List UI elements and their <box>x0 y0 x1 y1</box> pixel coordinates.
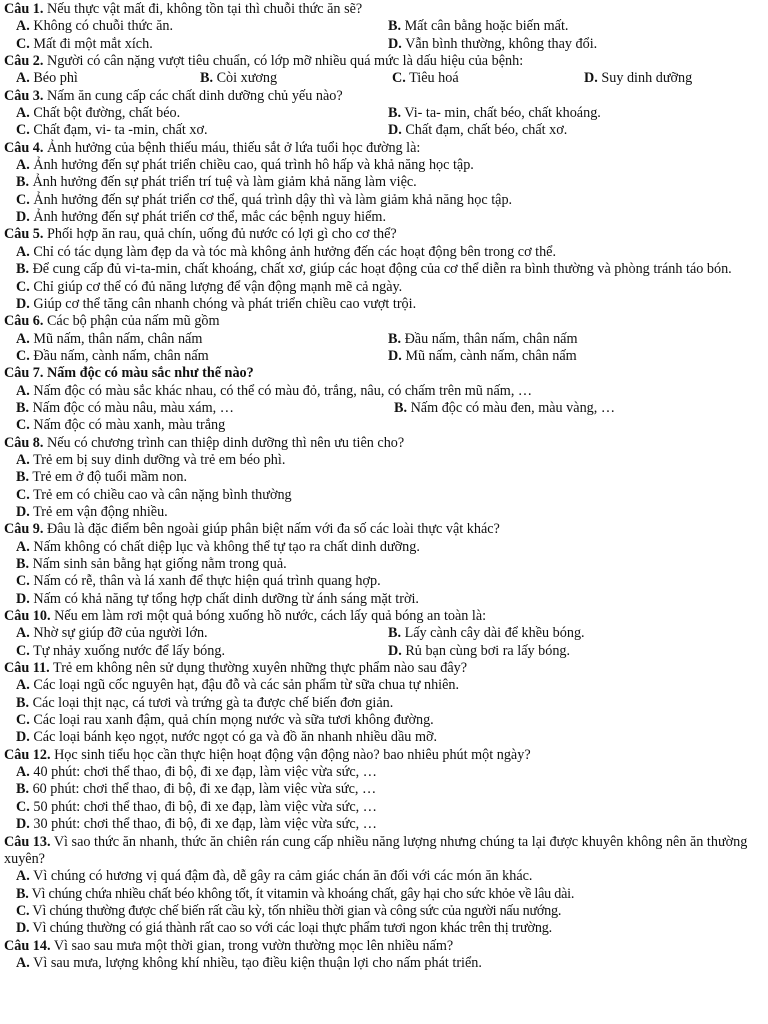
answer-option-b: B. Trẻ em ở độ tuổi mầm non. <box>16 469 188 486</box>
question-label: Câu 6. <box>4 313 44 330</box>
question-text: Nếu em làm rơi một quả bóng xuống hồ nước, cách lấy quả bóng an toàn là: <box>54 608 487 625</box>
question-label: Câu 4. <box>4 139 44 156</box>
answer-option-b: B. Để cung cấp đủ vi-ta-min, chất khoáng, chất xơ, giúp các hoạt động của cơ thể diễn ra bình thường và phòng tránh táo bón. <box>16 261 732 278</box>
question-text: Ảnh hưởng của bệnh thiếu máu, thiếu sắt ở lứa tuổi học đường là: <box>46 139 421 156</box>
question-text: Học sinh tiểu học cần thực hiện hoạt động vận động nào? bao nhiêu phút một ngày? <box>54 746 531 763</box>
question-10 <box>4 608 762 660</box>
question-text: Nếu có chương trình can thiệp dinh dưỡng thì nên ưu tiên cho? <box>46 434 405 451</box>
answer-option-d: D. Giúp cơ thể tăng cân nhanh chóng và phát triển chiều cao vượt trội. <box>16 295 417 312</box>
question-6 <box>4 313 762 365</box>
answer-option-d: D. Ảnh hưởng đến sự phát triển cơ thể, mắc các bệnh nguy hiểm. <box>16 209 387 226</box>
answer-option-c: C. Đầu nấm, cành nấm, chân nấm <box>16 347 209 364</box>
answer-option-d: D. 30 phút: chơi thể thao, đi bộ, đi xe đạp, làm việc vừa sức, … <box>16 816 377 833</box>
question-text: Vì sao thức ăn nhanh, thức ăn chiên rán cung cấp nhiều năng lượng nhưng chúng ta lại được khuyên không nên ăn thường xuyên? <box>4 833 748 867</box>
question-label: Câu 11. <box>4 660 50 677</box>
answer-option-a: A. Ảnh hưởng đến sự phát triển chiều cao, quá trình hô hấp và khả năng học tập. <box>16 157 474 174</box>
answer-option-b: B. Nấm độc có màu nâu, màu xám, … <box>16 399 234 416</box>
answer-option-b: B. Còi xương <box>200 70 278 87</box>
answer-option-a: A. Các loại ngũ cốc nguyên hạt, đậu đỗ và các sản phẩm từ sữa chua tự nhiên. <box>16 677 460 694</box>
answer-option-c: C. Chỉ giúp cơ thể có đủ năng lượng để vận động mạnh mẽ cả ngày. <box>16 278 403 295</box>
question-label: Câu 10. <box>4 608 51 625</box>
answer-option-c: C. Ảnh hưởng đến sự phát triển cơ thể, quá trình dậy thì và làm giảm khả năng học tập. <box>16 191 513 208</box>
question-9 <box>4 521 762 608</box>
answer-option-a: A. Nhờ sự giúp đỡ của người lớn. <box>16 625 208 642</box>
question-1 <box>4 1 762 53</box>
answer-option-a: A. Vì sau mưa, lượng không khí nhiều, tạo điều kiện thuận lợi cho nấm phát triển. <box>16 954 482 971</box>
answer-option-a: A. Mũ nấm, thân nấm, chân nấm <box>16 330 203 347</box>
answer-option-b-duplicate: B. Nấm độc có màu đen, màu vàng, … <box>394 399 616 416</box>
question-14 <box>4 938 762 973</box>
question-13 <box>4 834 762 938</box>
answer-option-a: A. Không có chuỗi thức ăn. <box>16 18 174 35</box>
answer-option-a: A. 40 phút: chơi thể thao, đi bộ, đi xe đạp, làm việc vừa sức, … <box>16 764 377 781</box>
answer-option-d: D. Vẫn bình thường, không thay đổi. <box>388 35 598 52</box>
question-label: Câu 14. <box>4 937 51 954</box>
answer-option-c: C. Chất đạm, vi- ta -min, chất xơ. <box>16 122 208 139</box>
answer-option-d: D. Chất đạm, chất béo, chất xơ. <box>388 122 568 139</box>
answer-option-c: C. Nấm có rễ, thân và lá xanh để thực hiện quá trình quang hợp. <box>16 573 381 590</box>
answer-option-a: A. Trẻ em bị suy dinh dưỡng và trẻ em béo phì. <box>16 451 286 468</box>
question-text: Phối hợp ăn rau, quả chín, uống đủ nước có lợi gì cho cơ thể? <box>46 226 397 243</box>
question-label: Câu 7. <box>4 365 44 382</box>
question-text: Nấm độc có màu sắc như thế nào? <box>46 365 254 382</box>
answer-option-b: B. Các loại thịt nạc, cá tươi và trứng gà ta được chế biến đơn giản. <box>16 694 394 711</box>
question-label: Câu 5. <box>4 226 44 243</box>
answer-option-d: D. Rủ bạn cùng bơi ra lấy bóng. <box>388 642 571 659</box>
question-text: Người có cân nặng vượt tiêu chuẩn, có lớp mỡ nhiều quá mức là dấu hiệu của bệnh: <box>46 53 524 70</box>
question-label: Câu 1. <box>4 1 44 17</box>
answer-option-c: C. Các loại rau xanh đậm, quả chín mọng nước và sữa tươi không đường. <box>16 712 434 729</box>
answer-option-d: D. Nấm có khả năng tự tổng hợp chất dinh dưỡng từ ánh sáng mặt trời. <box>16 590 419 607</box>
question-7 <box>4 365 762 434</box>
question-3 <box>4 88 762 140</box>
answer-option-a: A. Chất bột đường, chất béo. <box>16 105 181 122</box>
answer-option-b: B. Vi- ta- min, chất béo, chất khoáng. <box>388 105 601 122</box>
question-5 <box>4 226 762 313</box>
answer-option-b: B. 60 phút: chơi thể thao, đi bộ, đi xe đạp, làm việc vừa sức, … <box>16 781 377 798</box>
answer-option-c: C. Tiêu hoá <box>392 70 459 87</box>
answer-option-b: B. Lấy cành cây dài để khều bóng. <box>388 625 585 642</box>
question-label: Câu 2. <box>4 53 44 70</box>
question-label: Câu 9. <box>4 521 44 538</box>
answer-option-d: D. Suy dinh dưỡng <box>584 70 693 87</box>
question-11 <box>4 660 762 747</box>
question-label: Câu 8. <box>4 434 44 451</box>
question-text: Nấm ăn cung cấp các chất dinh dưỡng chủ yếu nào? <box>46 87 343 104</box>
question-label: Câu 3. <box>4 87 44 104</box>
question-label: Câu 12. <box>4 746 51 763</box>
question-4 <box>4 140 762 227</box>
answer-option-b: B. Ảnh hưởng đến sự phát triển trí tuệ và làm giảm khả năng làm việc. <box>16 174 417 191</box>
answer-option-a: A. Chỉ có tác dụng làm đẹp da và tóc mà không ảnh hưởng đến các hoạt động bên trong cơ thể. <box>16 243 557 260</box>
answer-option-c: C. 50 phút: chơi thể thao, đi bộ, đi xe đạp, làm việc vừa sức, … <box>16 798 377 815</box>
question-12 <box>4 747 762 834</box>
question-text: Trẻ em không nên sử dụng thường xuyên những thực phẩm nào sau đây? <box>53 660 468 677</box>
answer-option-b: B. Vì chúng chứa nhiều chất béo không tốt, ít vitamin và khoáng chất, gây hại cho sức khỏe về lâu dài. <box>16 885 575 902</box>
answer-option-a: A. Nấm độc có màu sắc khác nhau, có thể có màu đỏ, trắng, nâu, có chấm trên mũ nấm, … <box>16 382 533 399</box>
question-text: Các bộ phận của nấm mũ gồm <box>46 313 220 330</box>
answer-option-b: B. Mất cân bằng hoặc biến mất. <box>388 18 569 35</box>
answer-option-b: B. Nấm sinh sản bằng hạt giống nằm trong quả. <box>16 556 287 572</box>
answer-option-a: A. Béo phì <box>16 70 78 87</box>
question-8 <box>4 435 762 522</box>
answer-option-c: C. Vì chúng thường được chế biến rất cầu kỳ, tốn nhiều thời gian và công sức của người nấu nướng. <box>16 902 562 919</box>
question-text: Nếu thực vật mất đi, không tồn tại thì chuỗi thức ăn sẽ? <box>46 1 363 17</box>
answer-option-c: C. Tự nhảy xuống nước để lấy bóng. <box>16 642 226 659</box>
answer-option-b: B. Đầu nấm, thân nấm, chân nấm <box>388 330 578 347</box>
answer-option-a: A. Vì chúng có hương vị quá đậm đà, dễ gây ra cảm giác chán ăn đối với các món ăn khác. <box>16 868 533 885</box>
question-text: Đâu là đặc điểm bên ngoài giúp phân biệt nấm với đa số các loài thực vật khác? <box>46 521 500 538</box>
answer-option-c: C. Nấm độc có màu xanh, màu trắng <box>16 417 226 434</box>
answer-option-d: D. Vì chúng thường có giá thành rất cao so với các loại thực phẩm tươi ngon khác trên thị trường. <box>16 920 552 937</box>
answer-option-c: C. Trẻ em có chiều cao và cân nặng bình thường <box>16 486 292 503</box>
question-2 <box>4 53 762 88</box>
answer-option-d: D. Các loại bánh kẹo ngọt, nước ngọt có ga và đồ ăn nhanh nhiều dầu mỡ. <box>16 729 438 746</box>
question-text: Vì sao sau mưa một thời gian, trong vườn thường mọc lên nhiều nấm? <box>53 937 454 954</box>
answer-option-c: C. Mất đi một mắt xích. <box>16 35 153 52</box>
answer-option-d: D. Mũ nấm, cành nấm, chân nấm <box>388 347 577 364</box>
answer-option-d: D. Trẻ em vận động nhiều. <box>16 503 168 520</box>
answer-option-a: A. Nấm không có chất diệp lục và không thể tự tạo ra chất dinh dưỡng. <box>16 538 420 555</box>
question-label: Câu 13. <box>4 833 51 850</box>
